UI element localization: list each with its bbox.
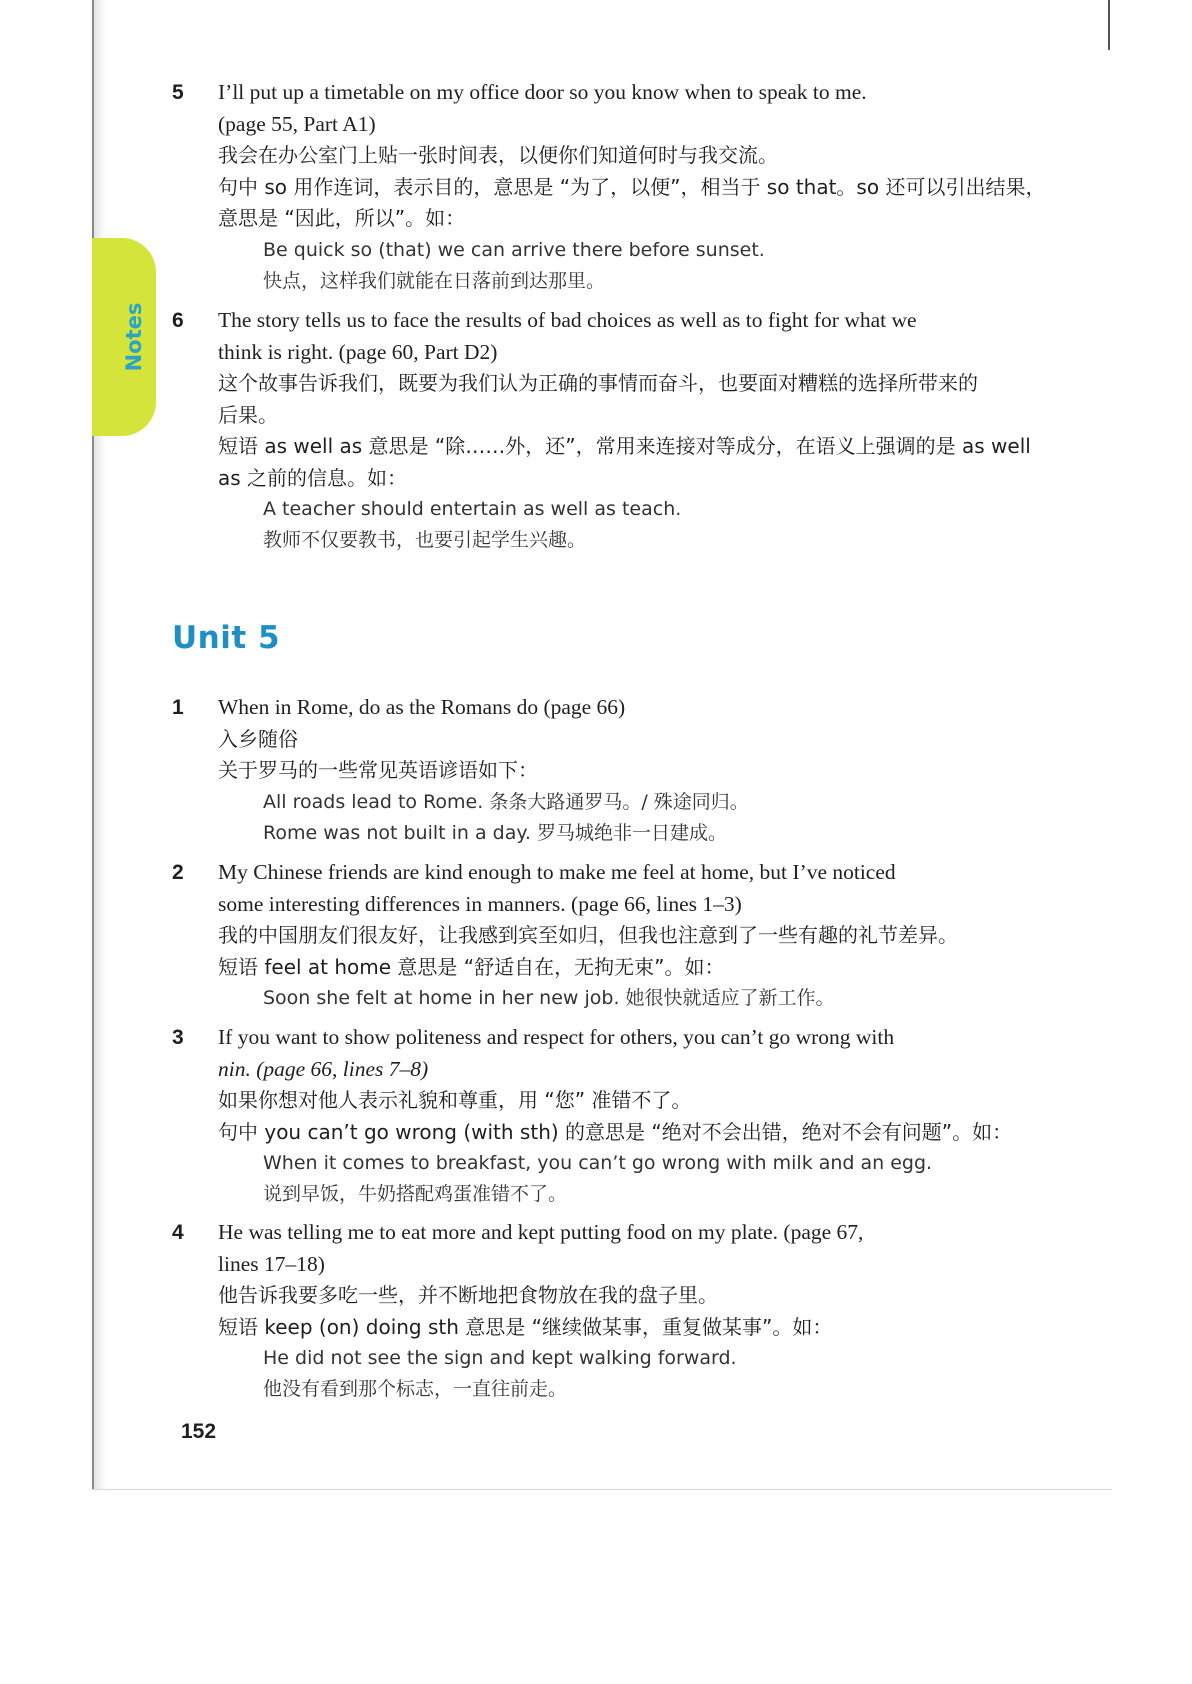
note-number: 5 <box>172 81 184 104</box>
example-sentence: When it comes to breakfast, you can’t go wrong with milk and an egg. <box>263 1152 933 1174</box>
note-chinese-line: 短语 feel at home 意思是 “舒适自在，无拘无束”。如： <box>218 954 725 979</box>
note-chinese-line: 短语 keep (on) doing sth 意思是 “继续做某事，重复做某事”。如： <box>218 1314 833 1339</box>
note-chinese-line: as 之前的信息。如： <box>218 465 408 490</box>
note-chinese-line: 我会在办公室门上贴一张时间表，以便你们知道何时与我交流。 <box>218 143 778 167</box>
note-english-line: He was telling me to eat more and kept putting food on my plate. (page 67, <box>218 1220 864 1244</box>
note-chinese-line: 短语 as well as 意思是 “除……外，还”，常用来连接对等成分，在语义上强调的是 as well <box>218 434 1031 458</box>
unit-heading: Unit 5 <box>172 620 281 656</box>
note-body <box>218 692 1072 849</box>
note-chinese-line: 如果你想对他人表示礼貌和尊重，用 “您” 准错不了。 <box>218 1088 692 1112</box>
note-english-line: some interesting differences in manners. (page 66, lines 1–3) <box>218 891 742 916</box>
note-english-line <box>218 1054 1072 1086</box>
note-body <box>218 77 1072 297</box>
example-sentence: 说到早饭，牛奶搭配鸡蛋准错不了。 <box>263 1183 568 1205</box>
note-body <box>218 1022 1072 1210</box>
note-number: 4 <box>172 1221 184 1244</box>
example-sentence: He did not see the sign and kept walking forward. <box>263 1347 737 1369</box>
page-bottom-edge <box>92 1489 1112 1490</box>
note-chinese-line: 这个故事告诉我们，既要为我们认为正确的事情而奋斗，也要面对糟糕的选择所带来的 <box>218 371 978 395</box>
note-number: 1 <box>172 696 184 719</box>
note-chinese-line: 句中 so 用作连词，表示目的，意思是 “为了，以便”，相当于 so that。so 还可以引出结果， <box>218 174 1046 199</box>
note-english-line: When in Rome, do as the Romans do (page 66) <box>218 695 626 719</box>
note-chinese-line: 句中 you can’t go wrong (with sth) 的意思是 “绝对不会出错，绝对不会有问题”。如： <box>218 1119 1013 1144</box>
note-number: 2 <box>172 861 184 884</box>
note-english-line: My Chinese friends are kind enough to make me feel at home, but I’ve noticed <box>218 860 896 884</box>
note-english-line: (page 55, Part A1) <box>218 111 376 136</box>
note-chinese-line: 我的中国朋友们很友好，让我感到宾至如归，但我也注意到了一些有趣的礼节差异。 <box>218 923 958 947</box>
note-english-line-text: nin. (page 66, lines 7–8) <box>218 1056 429 1081</box>
note-chinese-line: 入乡随俗 <box>218 726 298 751</box>
note-english-line: The story tells us to face the results of bad choices as well as to fight for what we <box>218 308 917 332</box>
example-sentence: Soon she felt at home in her new job. 她很快就适应了新工作。 <box>263 987 835 1009</box>
page-number: 152 <box>181 1420 217 1443</box>
note-english-line: lines 17–18) <box>218 1251 325 1276</box>
note-body <box>218 857 1072 1014</box>
note-english-line: I’ll put up a timetable on my office door so you know when to speak to me. <box>218 80 867 104</box>
note-english-line: think is right. (page 60, Part D2) <box>218 339 498 364</box>
note-number: 3 <box>172 1026 184 1049</box>
note-body <box>218 1217 1072 1405</box>
example-sentence: All roads lead to Rome. 条条大路通罗马。/ 殊途同归。 <box>263 790 749 813</box>
note-chinese-line: 后果。 <box>218 402 278 427</box>
example-sentence: A teacher should entertain as well as teach. <box>263 498 682 520</box>
page-right-edge-mark <box>1108 0 1110 50</box>
note-chinese-line: 意思是 “因此，所以”。如： <box>218 206 466 230</box>
example-sentence: 快点，这样我们就能在日落前到达那里。 <box>263 269 606 292</box>
example-sentence: 他没有看到那个标志，一直往前走。 <box>263 1378 568 1400</box>
page-left-edge <box>92 0 94 1490</box>
notes-side-tab-label: Notes <box>122 302 146 372</box>
example-sentence: Rome was not built in a day. 罗马城绝非一日建成。 <box>263 821 727 844</box>
page-gutter-shadow <box>94 0 106 1490</box>
note-number: 6 <box>172 309 184 332</box>
note-english-line: If you want to show politeness and respect for others, you can’t go wrong with <box>218 1025 895 1049</box>
example-sentence: 教师不仅要教书，也要引起学生兴趣。 <box>263 529 587 551</box>
note-chinese-line: 关于罗马的一些常见英语谚语如下： <box>218 758 538 782</box>
example-sentence: Be quick so (that) we can arrive there before sunset. <box>263 238 765 261</box>
note-body <box>218 305 1072 556</box>
note-chinese-line: 他告诉我要多吃一些，并不断地把食物放在我的盘子里。 <box>218 1283 718 1307</box>
